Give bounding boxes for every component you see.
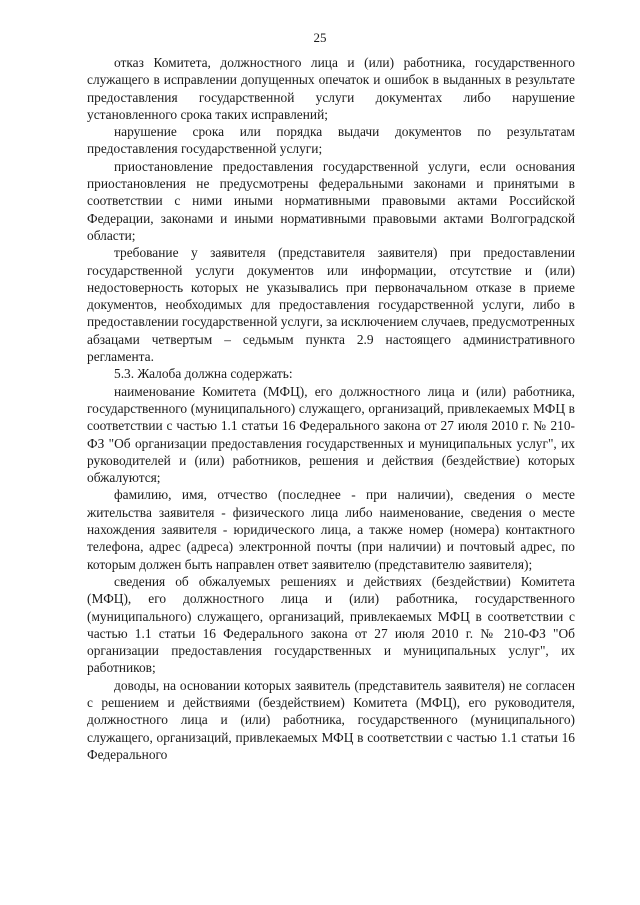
paragraph-refusal-correction: отказ Комитета, должностного лица и (или) работника, государственного служащего в исправлении допущенных опечаток и ошибок в выданных в результате предоставления государственной услуги документах либо нарушение установленного срока таких исправлений; bbox=[87, 55, 575, 122]
paragraph-suspension: приостановление предоставления государственной услуги, если основания приостановления не предусмотрены федеральными законами и принятыми в соответствии с ними иными нормативными правовыми актами Российской Федерации, законами и иными нормативными правовыми актами Волгоградской области; bbox=[87, 158, 575, 243]
paragraph-arguments: доводы, на основании которых заявитель (представитель заявителя) не согласен с решением и действиями (бездействием) Комитета (МФЦ), его руководителя, должностного лица и (или) работника, государственного (муниципального) служащего, организаций, привлекаемых МФЦ в соответствии с частью 1.1 статьи 16 Федерального bbox=[87, 677, 575, 762]
paragraph-applicant-details: фамилию, имя, отчество (последнее - при наличии), сведения о месте жительства заявителя - физического лица либо наименование, сведения о месте нахождения заявителя - юридического лица, а также номер (номера) контактного телефона, адрес (адреса) электронной почты (при наличии) и почтовый адрес, по которым должен быть направлен ответ заявителю (представителю заявителя); bbox=[87, 487, 575, 572]
page-number: 25 bbox=[313, 30, 327, 45]
paragraph-document-requirement: требование у заявителя (представителя заявителя) при предоставлении государственной услуги документов или информации, отсутствие и (или) недостоверность которых не указывались при первоначальном отказе в приеме документов, необходимых для предоставления государственной услуги, либо в предоставлении государственной услуги, за исключением случаев, предусмотренных абзацами четвертым – седьмым пункта 2.9 настоящего административного регламента. bbox=[87, 245, 575, 365]
paragraph-committee-name: наименование Комитета (МФЦ), его должностного лица и (или) работника, государственного (муниципального) служащего, организаций, привлекаемых МФЦ в соответствии с частью 1.1 статьи 16 Федерального закона от 27 июля 2010 г. № 210-ФЗ "Об организации предоставления государственных и муниципальных услуг", их руководителей и (или) работников, решения и действия (бездействие) которых обжалуются; bbox=[87, 383, 575, 486]
paragraph-appealed-decisions: сведения об обжалуемых решениях и действиях (бездействии) Комитета (МФЦ), его должностного лица и (или) работника, государственного (муниципального) служащего, организаций, привлекаемых МФЦ в соответствии с частью 1.1 статьи 16 Федерального закона от 27 июля 2010 г. № 210-ФЗ "Об организации предоставления государственных и муниципальных услуг", их работников; bbox=[87, 573, 575, 676]
paragraph-deadline-violation: нарушение срока или порядка выдачи документов по результатам предоставления государственной услуги; bbox=[87, 124, 575, 157]
document-body bbox=[87, 54, 575, 763]
paragraph-complaint-contents-heading: 5.3. Жалоба должна содержать: bbox=[114, 366, 293, 382]
